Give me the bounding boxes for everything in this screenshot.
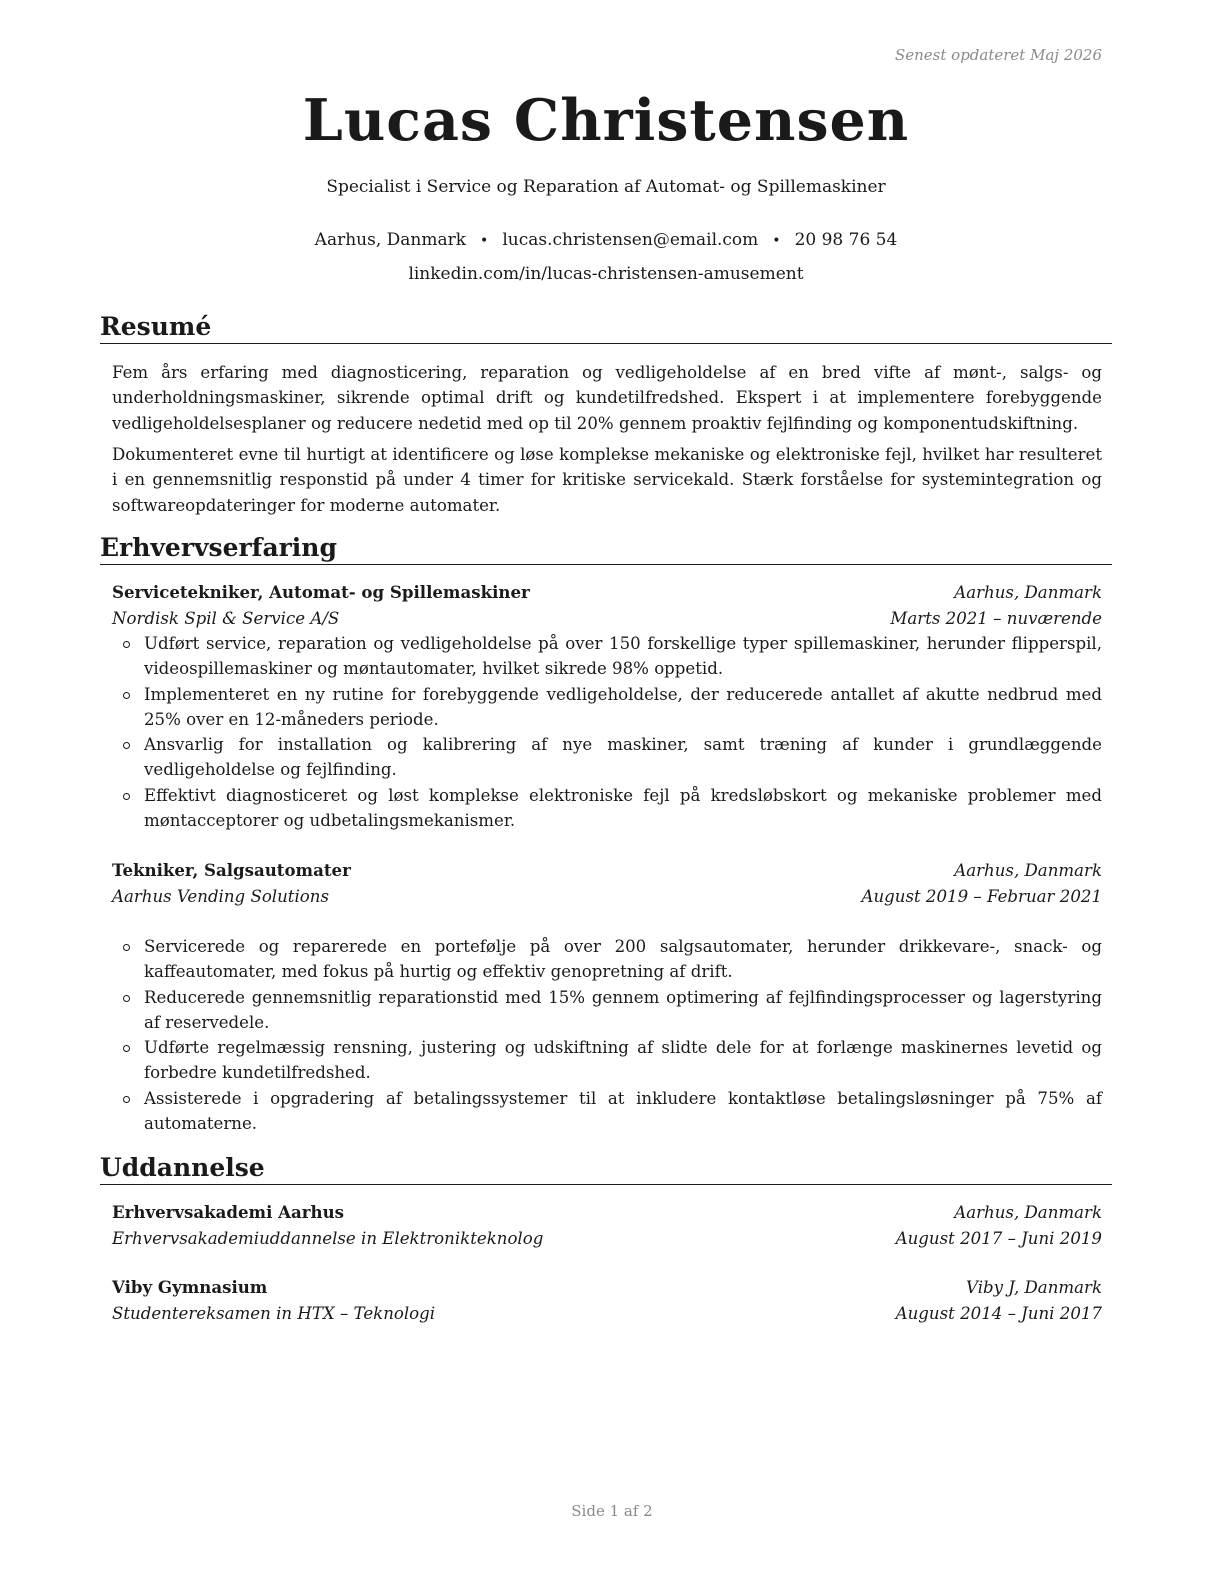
summary-paragraph: Dokumenteret evne til hurtigt at identificere og løse komplekse mekaniske og elektroniske fejl, hvilket har resulteret i en gennemsnitlig responstid på under 4 timer for kritiske servicekald. Stærk forståelse for systemintegration og softwareopdateringer for moderne automater.: [112, 445, 1102, 515]
list-item: [112, 732, 1102, 783]
circle-bullet-icon: [123, 944, 130, 951]
circle-bullet-icon: [123, 692, 130, 699]
list-item: [112, 985, 1102, 1036]
job-header: [112, 858, 1102, 883]
bullet-separator: •: [480, 233, 489, 249]
job-title: Tekniker, Salgsautomater: [112, 860, 351, 880]
list-item: [112, 783, 1102, 834]
job-subheader: [112, 606, 1102, 631]
job-header: [112, 580, 1102, 605]
school-name: Viby Gymnasium: [112, 1277, 268, 1297]
circle-bullet-icon: [123, 995, 130, 1002]
school-dates: August 2014 – Juni 2017: [895, 1304, 1102, 1323]
bullet-text: Servicerede og reparerede en portefølje på over 200 salgsautomater, herunder drikkevare-, snack- og kaffeautomater, med fokus på hurtig og effektiv genopretning af drift.: [144, 937, 1102, 982]
circle-bullet-icon: [123, 1045, 130, 1052]
school-header: [112, 1200, 1102, 1225]
page-number: Side 1 af 2: [571, 1502, 653, 1520]
section-heading-education: Uddannelse: [100, 1153, 1112, 1185]
bullet-text: Effektivt diagnosticeret og løst komplekse elektroniske fejl på kredsløbskort og mekaniske problemer med møntacceptorer og udbetalingsmekanismer.: [144, 785, 1102, 831]
job-company: Aarhus Vending Solutions: [112, 887, 329, 906]
bullet-text: Udførte regelmæssig rensning, justering og udskiftning af slidte dele for at forlænge maskinernes levetid og forbedre kundetilfredshed.: [144, 1038, 1102, 1083]
circle-bullet-icon: [123, 1096, 130, 1103]
job-subheader: [112, 884, 1102, 909]
job-bullets: [112, 934, 1102, 1136]
school-name: Erhvervsakademi Aarhus: [112, 1202, 345, 1222]
school-subheader: [112, 1226, 1102, 1251]
bullet-text: Implementeret en ny rutine for forebyggende vedligeholdelse, der reducerede antallet af akutte nedbrud med 25% over en 12-måneders periode.: [144, 684, 1102, 729]
job-location: Aarhus, Danmark: [954, 583, 1102, 602]
job-bullets: [112, 631, 1102, 833]
summary-paragraph: Fem års erfaring med diagnosticering, reparation og vedligeholdelse af en bred vifte af mønt-, salgs- og underholdningsmaskiner, sikrende optimal drift og kundetilfredshed. Ekspert i at implementere forebyggende vedligeholdelsesplaner og reducere nedetid med op til 20% gennem proaktiv fejlfinding og komponentudskiftning.: [112, 363, 1102, 433]
school-subheader: [112, 1301, 1102, 1326]
job-company: Nordisk Spil & Service A/S: [112, 609, 340, 628]
circle-bullet-icon: [123, 641, 130, 648]
bullet-text: Assisterede i opgradering af betalingssystemer til at inkludere kontaktløse betalingsløsninger på 75% af automaterne.: [144, 1088, 1102, 1134]
school-dates: August 2017 – Juni 2019: [895, 1229, 1102, 1248]
job-dates: August 2019 – Februar 2021: [861, 887, 1102, 906]
contact-location: Aarhus, Danmark: [314, 230, 467, 250]
list-item: [112, 1086, 1102, 1137]
bullet-separator: •: [772, 233, 781, 249]
list-item: [112, 682, 1102, 733]
bullet-text: Reducerede gennemsnitlig reparationstid med 15% gennem optimering af fejlfindingsprocesser og lagerstyring af reservedele.: [144, 987, 1102, 1032]
candidate-name: Lucas Christensen: [302, 87, 910, 154]
list-item: [112, 631, 1102, 682]
resume-page: [100, 0, 1112, 1584]
circle-bullet-icon: [123, 793, 130, 800]
job-dates: Marts 2021 – nuværende: [890, 609, 1102, 628]
candidate-title: Specialist i Service og Reparation af Automat- og Spillemaskiner: [326, 177, 886, 197]
school-location: Aarhus, Danmark: [954, 1203, 1102, 1222]
bullet-text: Ansvarlig for installation og kalibrering af nye maskiner, samt træning af kunder i grundlæggende vedligeholdelse og fejlfinding.: [144, 735, 1102, 780]
contact-email[interactable]: lucas.christensen@email.com: [502, 230, 759, 250]
section-heading-experience: Erhvervserfaring: [100, 533, 1112, 565]
bullet-text: Udført service, reparation og vedligeholdelse på over 150 forskellige typer spillemaskiner, herunder flipperspil, videospillemaskiner og møntautomater, hvilket sikrede 98% oppetid.: [144, 634, 1102, 679]
list-item: [112, 1035, 1102, 1086]
job-location: Aarhus, Danmark: [954, 861, 1102, 880]
school-degree: Erhvervsakademiuddannelse in Elektronikteknolog: [112, 1229, 544, 1248]
school-location: Viby J, Danmark: [966, 1278, 1102, 1297]
list-item: [112, 934, 1102, 985]
job-title: Servicetekniker, Automat- og Spillemaskiner: [112, 582, 530, 602]
circle-bullet-icon: [123, 742, 130, 749]
school-header: [112, 1275, 1102, 1300]
contact-line: [100, 228, 1112, 253]
section-heading-summary: Resumé: [100, 312, 1112, 344]
last-updated: Senest opdateret Maj 2026: [894, 46, 1102, 64]
school-degree: Studentereksamen in HTX – Teknologi: [112, 1304, 436, 1323]
contact-linkedin[interactable]: linkedin.com/in/lucas-christensen-amusement: [408, 264, 804, 284]
contact-phone: 20 98 76 54: [794, 230, 898, 250]
